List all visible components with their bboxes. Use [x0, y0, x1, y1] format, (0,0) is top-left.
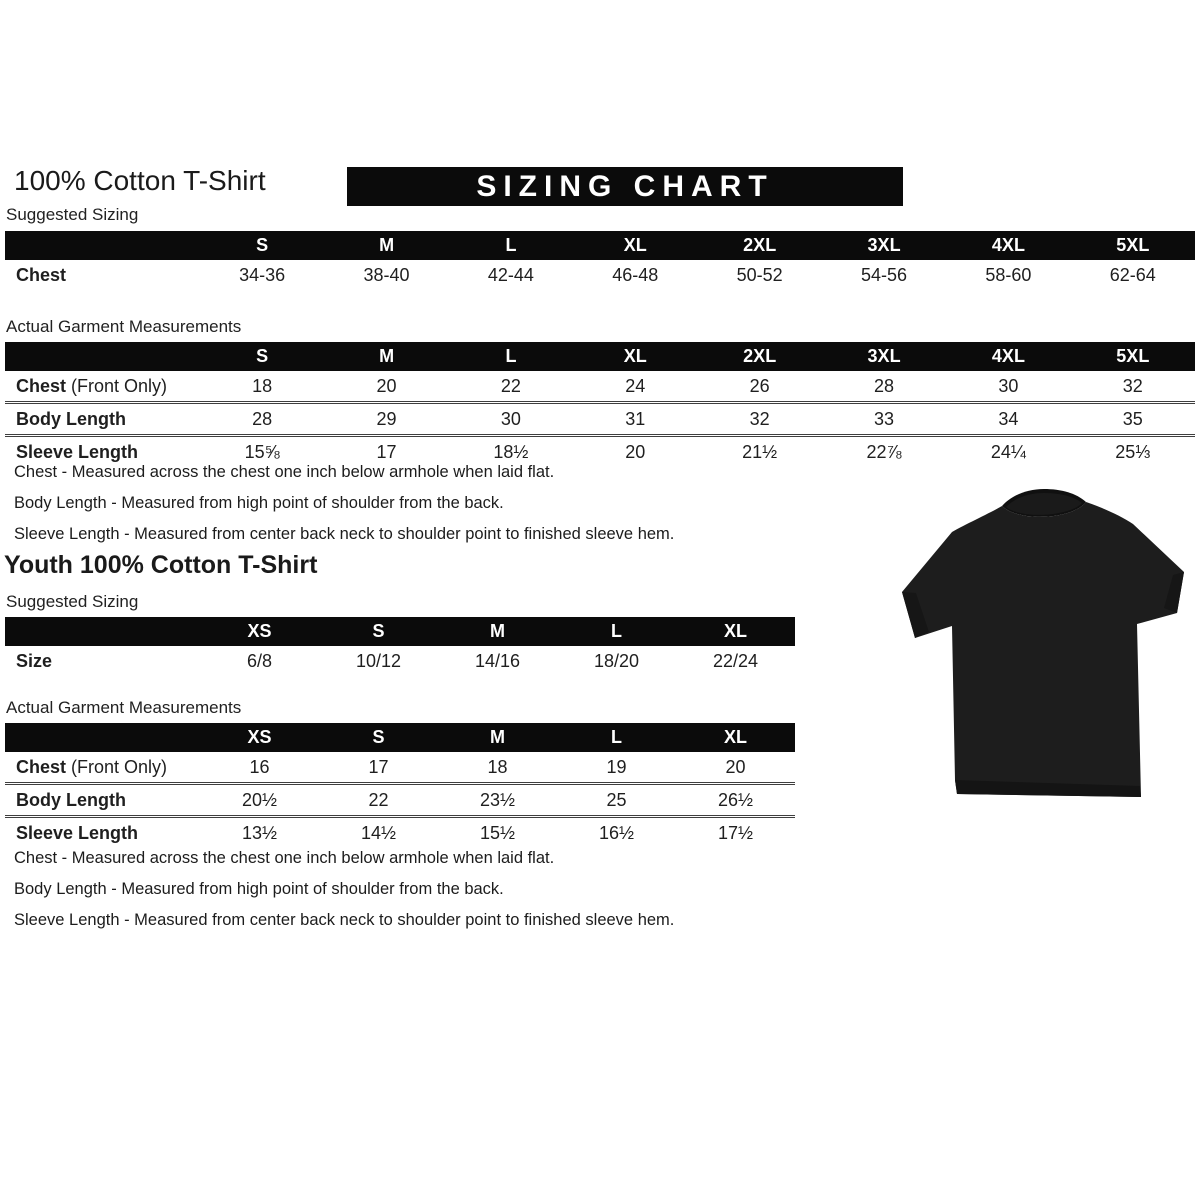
table-cell: 62-64 — [1109, 264, 1156, 285]
table-cell: 38-40 — [363, 264, 410, 285]
size-col-header: L — [611, 727, 622, 747]
size-col-header: 3XL — [867, 346, 901, 366]
table-cell: 18/20 — [593, 650, 640, 671]
table-cell: 58-60 — [985, 264, 1032, 285]
size-col-header: L — [505, 346, 517, 366]
table-row-body-length — [5, 782, 795, 815]
youth-actual-measurements-label: Actual Garment Measurements — [6, 698, 242, 717]
table-cell: 30 — [998, 375, 1019, 396]
table-cell: 15⅝ — [244, 441, 280, 462]
table-cell: 22 — [500, 375, 521, 396]
row-label — [5, 404, 200, 434]
table-cell: 31 — [625, 408, 646, 429]
table-cell: 35 — [1122, 408, 1143, 429]
table-cell: 18 — [252, 375, 273, 396]
table-cell: 14½ — [360, 822, 397, 843]
table-cell: 15½ — [479, 822, 516, 843]
note-line: Sleeve Length - Measured from center back neck to shoulder point to finished sleeve hem. — [14, 911, 675, 929]
size-col-header: XL — [623, 235, 647, 255]
row-label — [5, 646, 200, 676]
size-col-header: L — [611, 621, 622, 641]
note-line: Chest - Measured across the chest one inch below armhole when laid flat. — [14, 463, 555, 481]
table-cell: 34 — [998, 408, 1019, 429]
table-cell: 33 — [874, 408, 895, 429]
table-cell: 32 — [749, 408, 770, 429]
note-line: Chest - Measured across the chest one inch below armhole when laid flat. — [14, 849, 555, 867]
youth-suggested-header-row — [5, 617, 795, 646]
size-col-header: S — [256, 235, 269, 255]
table-cell: 28 — [874, 375, 895, 396]
size-col-header: XS — [247, 621, 272, 641]
row-label-text: Chest — [16, 375, 67, 396]
row-label-suffix: (Front Only) — [66, 375, 168, 396]
tshirt-product-image — [896, 480, 1190, 808]
row-label — [5, 752, 200, 782]
row-label — [5, 260, 200, 290]
table-row-chest — [5, 371, 1195, 401]
table-cell: 17 — [368, 756, 389, 777]
adult-suggested-header-row — [5, 231, 1195, 260]
youth-section-title: Youth 100% Cotton T-Shirt — [4, 551, 318, 579]
size-col-header: XL — [723, 727, 747, 747]
size-col-header: M — [490, 727, 505, 747]
size-col-header: M — [490, 621, 505, 641]
table-cell: 34-36 — [239, 264, 286, 285]
adult-actual-header-row — [5, 342, 1195, 371]
table-cell: 28 — [252, 408, 273, 429]
table-cell: 17 — [376, 441, 397, 462]
size-col-header: 2XL — [743, 235, 777, 255]
table-cell: 21½ — [742, 441, 778, 462]
table-cell: 20 — [376, 375, 397, 396]
black-tshirt-graphic — [896, 480, 1190, 808]
youth-actual-table — [5, 723, 795, 848]
size-col-header: XL — [623, 346, 647, 366]
size-col-header: M — [379, 235, 395, 255]
table-cell: 30 — [500, 408, 521, 429]
table-cell: 24 — [625, 375, 646, 396]
adult-suggested-sizing-label: Suggested Sizing — [6, 205, 139, 224]
table-cell: 18 — [487, 756, 508, 777]
table-cell: 54-56 — [861, 264, 908, 285]
adult-actual-table — [5, 342, 1195, 467]
header-spacer-cell — [5, 723, 200, 752]
header-spacer-cell — [5, 342, 200, 371]
table-cell: 20½ — [241, 789, 278, 810]
table-cell: 22 — [368, 789, 389, 810]
size-col-header: 5XL — [1116, 235, 1150, 255]
row-label — [5, 785, 200, 815]
adult-actual-measurements-label: Actual Garment Measurements — [6, 317, 242, 336]
table-cell: 17½ — [717, 822, 754, 843]
header-spacer-cell — [5, 617, 200, 646]
table-cell: 6/8 — [246, 650, 273, 671]
size-col-header: S — [256, 346, 269, 366]
row-label-text: Chest — [16, 756, 67, 777]
table-cell: 23½ — [479, 789, 516, 810]
sizing-chart-banner: SIZING CHART — [347, 167, 903, 206]
youth-actual-header-row — [5, 723, 795, 752]
table-row-size — [5, 646, 795, 676]
table-cell: 20 — [725, 756, 746, 777]
size-col-header: 3XL — [867, 235, 901, 255]
table-cell: 10/12 — [355, 650, 402, 671]
table-row — [5, 260, 1195, 290]
table-cell: 25⅓ — [1115, 441, 1151, 462]
table-cell: 24¼ — [990, 441, 1026, 462]
row-label-text: Size — [16, 650, 53, 671]
table-cell: 14/16 — [474, 650, 521, 671]
youth-measurement-notes — [14, 843, 674, 936]
size-col-header: M — [379, 346, 395, 366]
note-line: Body Length - Measured from high point of shoulder from the back. — [14, 494, 504, 512]
size-col-header: L — [505, 235, 517, 255]
size-col-header: S — [372, 727, 385, 747]
row-label-text: Chest — [16, 264, 67, 285]
row-label-text: Body Length — [16, 789, 126, 810]
header-spacer-cell — [5, 231, 200, 260]
table-cell: 42-44 — [487, 264, 534, 285]
note-line: Body Length - Measured from high point of shoulder from the back. — [14, 880, 504, 898]
size-col-header: 5XL — [1116, 346, 1150, 366]
table-cell: 32 — [1122, 375, 1143, 396]
page-title: 100% Cotton T-Shirt — [14, 165, 266, 196]
row-label — [5, 371, 200, 401]
size-col-header: XS — [247, 727, 272, 747]
table-cell: 18½ — [493, 441, 529, 462]
table-cell: 26½ — [717, 789, 754, 810]
row-label-text: Sleeve Length — [16, 441, 139, 462]
size-col-header: 2XL — [743, 346, 777, 366]
size-col-header: XL — [723, 621, 747, 641]
row-label-text: Sleeve Length — [16, 822, 139, 843]
youth-suggested-sizing-label: Suggested Sizing — [6, 592, 139, 611]
table-cell: 22⅞ — [866, 441, 902, 462]
size-col-header: 4XL — [991, 235, 1025, 255]
table-cell: 29 — [376, 408, 397, 429]
adult-measurement-notes — [14, 457, 674, 550]
note-line: Sleeve Length - Measured from center back neck to shoulder point to finished sleeve hem. — [14, 525, 675, 543]
table-row-chest — [5, 752, 795, 782]
table-cell: 46-48 — [612, 264, 659, 285]
youth-suggested-table — [5, 617, 795, 676]
table-cell: 19 — [606, 756, 627, 777]
table-cell: 22/24 — [712, 650, 759, 671]
table-cell: 25 — [606, 789, 627, 810]
table-cell: 16½ — [598, 822, 635, 843]
table-cell: 50-52 — [736, 264, 783, 285]
size-col-header: 4XL — [991, 346, 1025, 366]
table-cell: 16 — [249, 756, 270, 777]
table-row-body-length — [5, 401, 1195, 434]
table-cell: 20 — [625, 441, 646, 462]
size-col-header: S — [372, 621, 385, 641]
adult-suggested-table — [5, 231, 1195, 290]
row-label-text: Body Length — [16, 408, 126, 429]
table-cell: 13½ — [241, 822, 278, 843]
table-cell: 26 — [749, 375, 770, 396]
row-label-suffix: (Front Only) — [66, 756, 168, 777]
